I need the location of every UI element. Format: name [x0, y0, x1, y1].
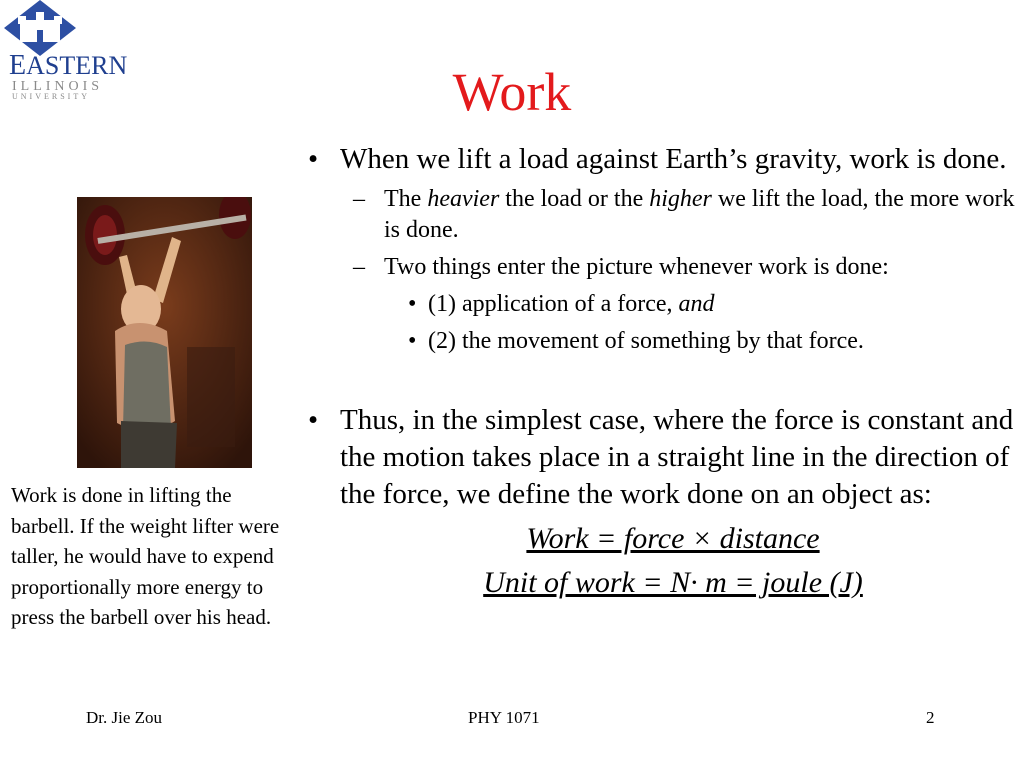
sub-bullet-text: The heavier the load or the higher we lift the load, the more work is done. — [384, 186, 1015, 243]
logo-eastern-text: EASTERN — [9, 50, 128, 81]
footer-author: Dr. Jie Zou — [86, 708, 163, 727]
footer-course: PHY 1071 — [468, 708, 540, 727]
bullet-glyph: • — [408, 291, 417, 317]
sub-sub-bullet-item — [298, 289, 1018, 320]
sub-sub-bullet-text: (1) application of a force, and — [428, 291, 715, 317]
bullet-text: Thus, in the simplest case, where the force is constant and the motion takes place in a straight line in the direction of the force, we define the work done on an object as: — [340, 404, 1014, 510]
logo-university-text: UNIVERSITY — [12, 92, 90, 101]
dash-glyph: – — [353, 254, 365, 280]
bullet-item — [298, 141, 1018, 178]
photo-caption: Work is done in lifting the barbell. If the weight lifter were taller, he would have to expend proportionally more energy to press the barbell over his head. — [11, 483, 280, 629]
bullet-glyph: • — [308, 404, 319, 436]
logo-illinois-text: ILLINOIS — [12, 79, 104, 94]
weightlifter-photo — [77, 197, 252, 468]
slide-title: Work — [452, 62, 572, 122]
sub-sub-bullet-item — [298, 326, 1018, 357]
sub-sub-bullet-text: (2) the movement of something by that force. — [428, 328, 864, 354]
bullet-item — [298, 402, 1018, 513]
footer-page-number: 2 — [926, 708, 935, 727]
slide-content — [298, 141, 1018, 603]
bullet-text: When we lift a load against Earth’s gravity, work is done. — [340, 143, 1007, 175]
castle-emblem-icon — [4, 0, 76, 56]
bullet-glyph: • — [308, 143, 319, 175]
dash-glyph: – — [353, 186, 365, 212]
sub-bullet-text: Two things enter the picture whenever work is done: — [384, 254, 889, 280]
sub-bullet-item — [298, 252, 1018, 283]
bullet-glyph: • — [408, 328, 417, 354]
formula-unit: Unit of work = N· m = joule (J) — [483, 566, 863, 599]
sub-bullet-item — [298, 184, 1018, 246]
formula-work: Work = force × distance — [526, 522, 820, 555]
